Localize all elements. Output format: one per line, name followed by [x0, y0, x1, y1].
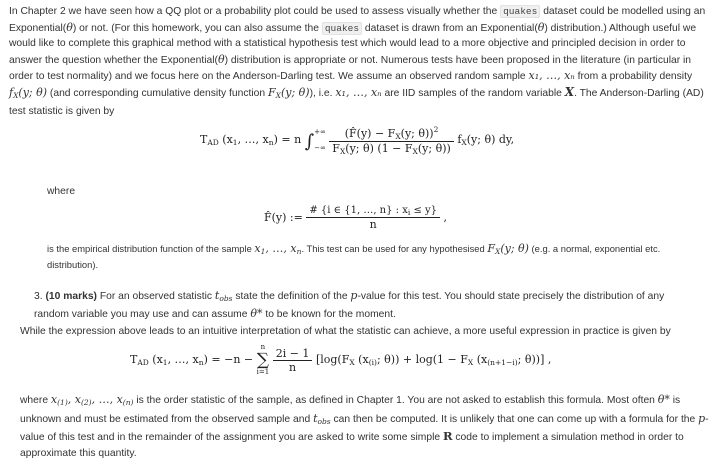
marks-label: (10 marks)	[45, 291, 97, 302]
ad-order-statistic-formula: $T_{AD}$ ($x_1$, …, $x_n) = -n$ − n ∑ i=1 $\frac{2i - 1}{n}$ [$\log(F_X$ ($x_{(i)}$; $\theta)) + \log(1 - F_X$ ($x_{(n+1-i)}$; θ))] ,	[130, 343, 552, 376]
intro-paragraph: In Chapter 2 we have seen how a QQ plot or a probability plot could be used to assess visually whether the quakes dataset could be modelled using an Exponential(θ) or not. (For this homework, you can also assume the quakes dataset is drawn from an Exponential(θ) distribution.) Although useful we would like to complete this graphical method with a statistical hypothesis test which would lead to a more objective and principled decision in order to answer the question whether the Exponential(θ) distribution is appropriate or not. Numerous tests have been proposed in the literature (in particular in order to test normality) and we focus here on the Anderson-Darling test. We assume an observed random sample x₁, …, xₙ from a probability density $f_X(y$; θ) (and corresponding cumulative density function $F_X(y$; θ)), i.e. x₁, …, xₙ are IID samples of the random variable X. The Anderson-Darling (AD) test statistic is given by	[9, 6, 706, 117]
quakes-code: quakes	[500, 5, 540, 18]
empirical-cdf-paragraph: is the empirical distribution function of the sample $x_1$, …, $x_n$. This test can be used for any hypothesised $F_X(y$; θ) (e.g. a normal, exponential etc. distribution).	[47, 242, 661, 270]
practical-expression-intro: While the expression above leads to an intuitive interpretation of what the statistic can achieve, a more useful expression in practice is given by	[20, 326, 671, 337]
empirical-cdf-formula: F̂(y) := $\frac{\# \{i \in \{1, \dots, n\} : x_i \le y\}}{n}$ ,	[264, 205, 448, 231]
where-label: where	[47, 186, 76, 197]
ad-integral-formula: $T_{AD}$ ($x_1$, …, $x_n) = n$ ∫ +∞ −∞ $\frac{(F̂(y) - F_X(y; \theta))^2}{F_X(y; \theta) (1 - F_X(y; \theta))}$ $f_X(y$; θ) dy,	[200, 124, 515, 156]
question-3: 3. (10 marks) For an observed statistic $t_{obs}$ state the definition of the p-value for this test. You should state precisely the distribution of any random variable you may use and can assume θ* to be known for the moment.	[34, 289, 665, 321]
quakes-code: quakes	[322, 22, 362, 35]
final-paragraph: where $x_{(1)}$, $x_{(2)}$, …, $x_{(n)}$ is the order statistic of the sample, as defined in Chapter 1. You are not asked to establish this formula. Most often θ* is unknown and must be estimated from the observed sample and $t_{obs}$ can then be computed. It is unlikely that one can come up with a formula for the p-value of this test and in the remainder of the assignment you are asked to write some simple R code to implement a simulation method in order to approximate this quantity.	[20, 393, 709, 459]
